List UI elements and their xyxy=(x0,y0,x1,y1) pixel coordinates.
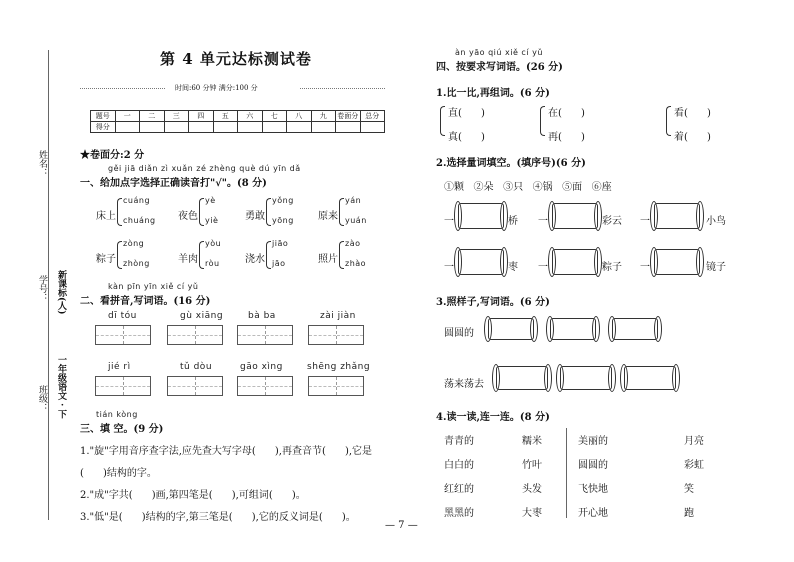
match-item[interactable]: 青青的 xyxy=(444,436,474,447)
writing-grid[interactable] xyxy=(95,376,151,396)
writing-grid[interactable] xyxy=(95,325,151,345)
match-item[interactable]: 头发 xyxy=(522,484,542,495)
q2-pinyin-prompt: dī tóu xyxy=(108,311,137,321)
answer-frame[interactable] xyxy=(654,249,700,275)
compare-item[interactable]: 在( ) xyxy=(548,108,585,119)
match-item[interactable]: 黑黑的 xyxy=(444,508,474,519)
q2-pinyin-prompt: jié rì xyxy=(108,362,131,372)
q2-pinyin-prompt: tǔ dòu xyxy=(180,362,213,372)
prefix: 一 xyxy=(444,216,454,227)
measure-item: 彩云 xyxy=(602,216,622,227)
pinyin-option[interactable]: zòng xyxy=(123,239,145,248)
writing-grid[interactable] xyxy=(308,376,364,396)
answer-frame[interactable] xyxy=(488,318,534,340)
prefix: 一 xyxy=(538,262,548,273)
q1-word: 夜色 xyxy=(178,211,198,222)
compare-item[interactable]: 再( ) xyxy=(548,132,585,143)
q4-s3-title: 3.照样子,写词语。(6 分) xyxy=(436,297,550,308)
q3-line: ( )结构的字。 xyxy=(80,468,157,479)
compare-item[interactable]: 着( ) xyxy=(674,132,711,143)
pinyin-option[interactable]: cuáng xyxy=(123,196,151,205)
column-divider xyxy=(566,428,567,518)
pinyin-option[interactable]: zhòng xyxy=(123,259,150,268)
student-id-label: 学号： xyxy=(37,275,47,302)
pinyin-option[interactable]: jiāo xyxy=(272,239,289,248)
pinyin-option[interactable]: chuáng xyxy=(123,216,156,225)
match-item[interactable]: 美丽的 xyxy=(578,436,608,447)
match-item[interactable]: 糯米 xyxy=(522,436,542,447)
bracket xyxy=(666,106,671,136)
q4-s1-title: 1.比一比,再组词。(6 分) xyxy=(436,88,550,99)
q2-pinyin-prompt: bà ba xyxy=(248,311,276,321)
pinyin-option[interactable]: yòu xyxy=(205,239,222,248)
q1-word: 床上 xyxy=(96,211,116,222)
answer-frame[interactable] xyxy=(458,203,504,229)
divider-right xyxy=(300,88,385,89)
neat-score: ★卷面分:2 分 xyxy=(80,150,145,161)
q1-word: 勇敢 xyxy=(245,211,265,222)
match-item[interactable]: 圆圆的 xyxy=(578,460,608,471)
match-item[interactable]: 彩虹 xyxy=(684,460,704,471)
q1-word: 浇水 xyxy=(245,254,265,265)
bracket xyxy=(540,106,545,136)
measure-item: 桥 xyxy=(508,216,518,227)
measure-item: 镜子 xyxy=(706,262,726,273)
answer-frame[interactable] xyxy=(654,203,700,229)
q1-title: 一、给加点字选择正确读音打"√"。(8 分) xyxy=(80,178,267,189)
q3-pinyin: tián kòng xyxy=(96,410,138,419)
q4-s2-title: 2.选择量词填空。(填序号)(6 分) xyxy=(436,158,586,169)
match-item[interactable]: 开心地 xyxy=(578,508,608,519)
writing-grid[interactable] xyxy=(167,325,223,345)
prefix: 一 xyxy=(444,262,454,273)
q1-word: 照片 xyxy=(318,254,338,265)
prefix: 一 xyxy=(640,262,650,273)
answer-frame[interactable] xyxy=(552,249,598,275)
bracket xyxy=(339,241,344,269)
name-label: 姓名： xyxy=(37,150,47,177)
pinyin-option[interactable]: yǒng xyxy=(272,196,294,205)
q4-pinyin: àn yāo qiú xiě cí yǔ xyxy=(455,48,543,57)
exam-meta: 时间:60 分钟 满分:100 分 xyxy=(175,84,258,92)
pinyin-option[interactable]: zhào xyxy=(345,259,367,268)
q3-line: 1."旋"字用音序查字法,应先查大写字母( ),再查音节( ),它是 xyxy=(80,446,373,457)
answer-frame[interactable] xyxy=(560,366,612,390)
q3-line: 3."低"是( )结构的字,第三笔是( ),它的反义词是( )。 xyxy=(80,512,356,523)
match-item[interactable]: 红红的 xyxy=(444,484,474,495)
bracket xyxy=(266,241,271,269)
match-item[interactable]: 跑 xyxy=(684,508,694,519)
page-number: — 7 — xyxy=(385,520,418,531)
match-item[interactable]: 笑 xyxy=(684,484,694,495)
answer-frame[interactable] xyxy=(612,318,658,340)
textbook-label: 新课标(人) xyxy=(56,270,66,315)
writing-grid[interactable] xyxy=(237,325,293,345)
q2-pinyin: kàn pīn yīn xiě cí yǔ xyxy=(108,282,199,291)
pinyin-option[interactable]: yè xyxy=(205,196,216,205)
q2-title: 二、看拼音,写词语。(16 分) xyxy=(80,296,211,307)
bracket xyxy=(440,106,445,136)
bracket xyxy=(199,198,204,226)
q2-pinyin-prompt: shēng zhǎng xyxy=(307,362,371,372)
q2-pinyin-prompt: gù xiāng xyxy=(180,311,224,321)
writing-grid[interactable] xyxy=(237,376,293,396)
bracket xyxy=(117,198,122,226)
pinyin-option[interactable]: yán xyxy=(345,196,362,205)
pinyin-option[interactable]: ròu xyxy=(205,259,220,268)
match-item[interactable]: 飞快地 xyxy=(578,484,608,495)
compare-item[interactable]: 直( ) xyxy=(448,108,485,119)
measure-word-options: ①颗 ②朵 ③只 ④锅 ⑤面 ⑥座 xyxy=(444,182,612,193)
score-table: 题号 一 二 三 四 五 六 七 八 九 卷面分 总分 得分 xyxy=(90,110,385,133)
answer-frame[interactable] xyxy=(624,366,676,390)
q1-pinyin: gěi jiā diǎn zì xuǎn zé zhèng què dú yīn dǎ xyxy=(108,164,301,173)
bracket xyxy=(266,198,271,226)
q4-s4-title: 4.读一读,连一连。(8 分) xyxy=(436,412,550,423)
prefix: 一 xyxy=(538,216,548,227)
match-item[interactable]: 竹叶 xyxy=(522,460,542,471)
q3-line: 2."成"字共( )画,第四笔是( ),可组词( )。 xyxy=(80,490,306,501)
match-item[interactable]: 月亮 xyxy=(684,436,704,447)
prefix: 一 xyxy=(640,216,650,227)
q3-title: 三、填 空。(9 分) xyxy=(80,424,164,435)
answer-frame[interactable] xyxy=(552,203,598,229)
measure-item: 枣 xyxy=(508,262,518,273)
answer-frame[interactable] xyxy=(496,366,548,390)
q1-word: 羊肉 xyxy=(178,254,198,265)
pinyin-option[interactable]: yiè xyxy=(205,216,219,225)
class-label: 班级： xyxy=(37,385,47,412)
match-item[interactable]: 白白的 xyxy=(444,460,474,471)
example-word: 荡来荡去 xyxy=(444,379,484,390)
pinyin-option[interactable]: yuán xyxy=(345,216,367,225)
bracket xyxy=(117,241,122,269)
q4-title: 四、按要求写词语。(26 分) xyxy=(436,62,563,73)
compare-item[interactable]: 看( ) xyxy=(674,108,711,119)
pinyin-option[interactable]: jāo xyxy=(272,259,286,268)
writing-grid[interactable] xyxy=(308,325,364,345)
divider-left xyxy=(80,88,165,89)
measure-item: 粽子 xyxy=(602,262,622,273)
pinyin-option[interactable]: zào xyxy=(345,239,361,248)
bracket xyxy=(199,241,204,269)
grade-label: 一年级语文 · 下 xyxy=(56,355,66,419)
q2-pinyin-prompt: zài jiàn xyxy=(320,311,356,321)
pinyin-option[interactable]: yōng xyxy=(272,216,294,225)
example-word: 圆圆的 xyxy=(444,328,474,339)
compare-item[interactable]: 真( ) xyxy=(448,132,485,143)
answer-frame[interactable] xyxy=(550,318,596,340)
match-item[interactable]: 大枣 xyxy=(522,508,542,519)
bracket xyxy=(339,198,344,226)
q1-word: 粽子 xyxy=(96,254,116,265)
q1-word: 原来 xyxy=(318,211,338,222)
page-title: 第 4 单元达标测试卷 xyxy=(160,50,312,68)
q2-pinyin-prompt: gāo xìng xyxy=(240,362,283,372)
measure-item: 小鸟 xyxy=(706,216,726,227)
answer-frame[interactable] xyxy=(458,249,504,275)
writing-grid[interactable] xyxy=(167,376,223,396)
